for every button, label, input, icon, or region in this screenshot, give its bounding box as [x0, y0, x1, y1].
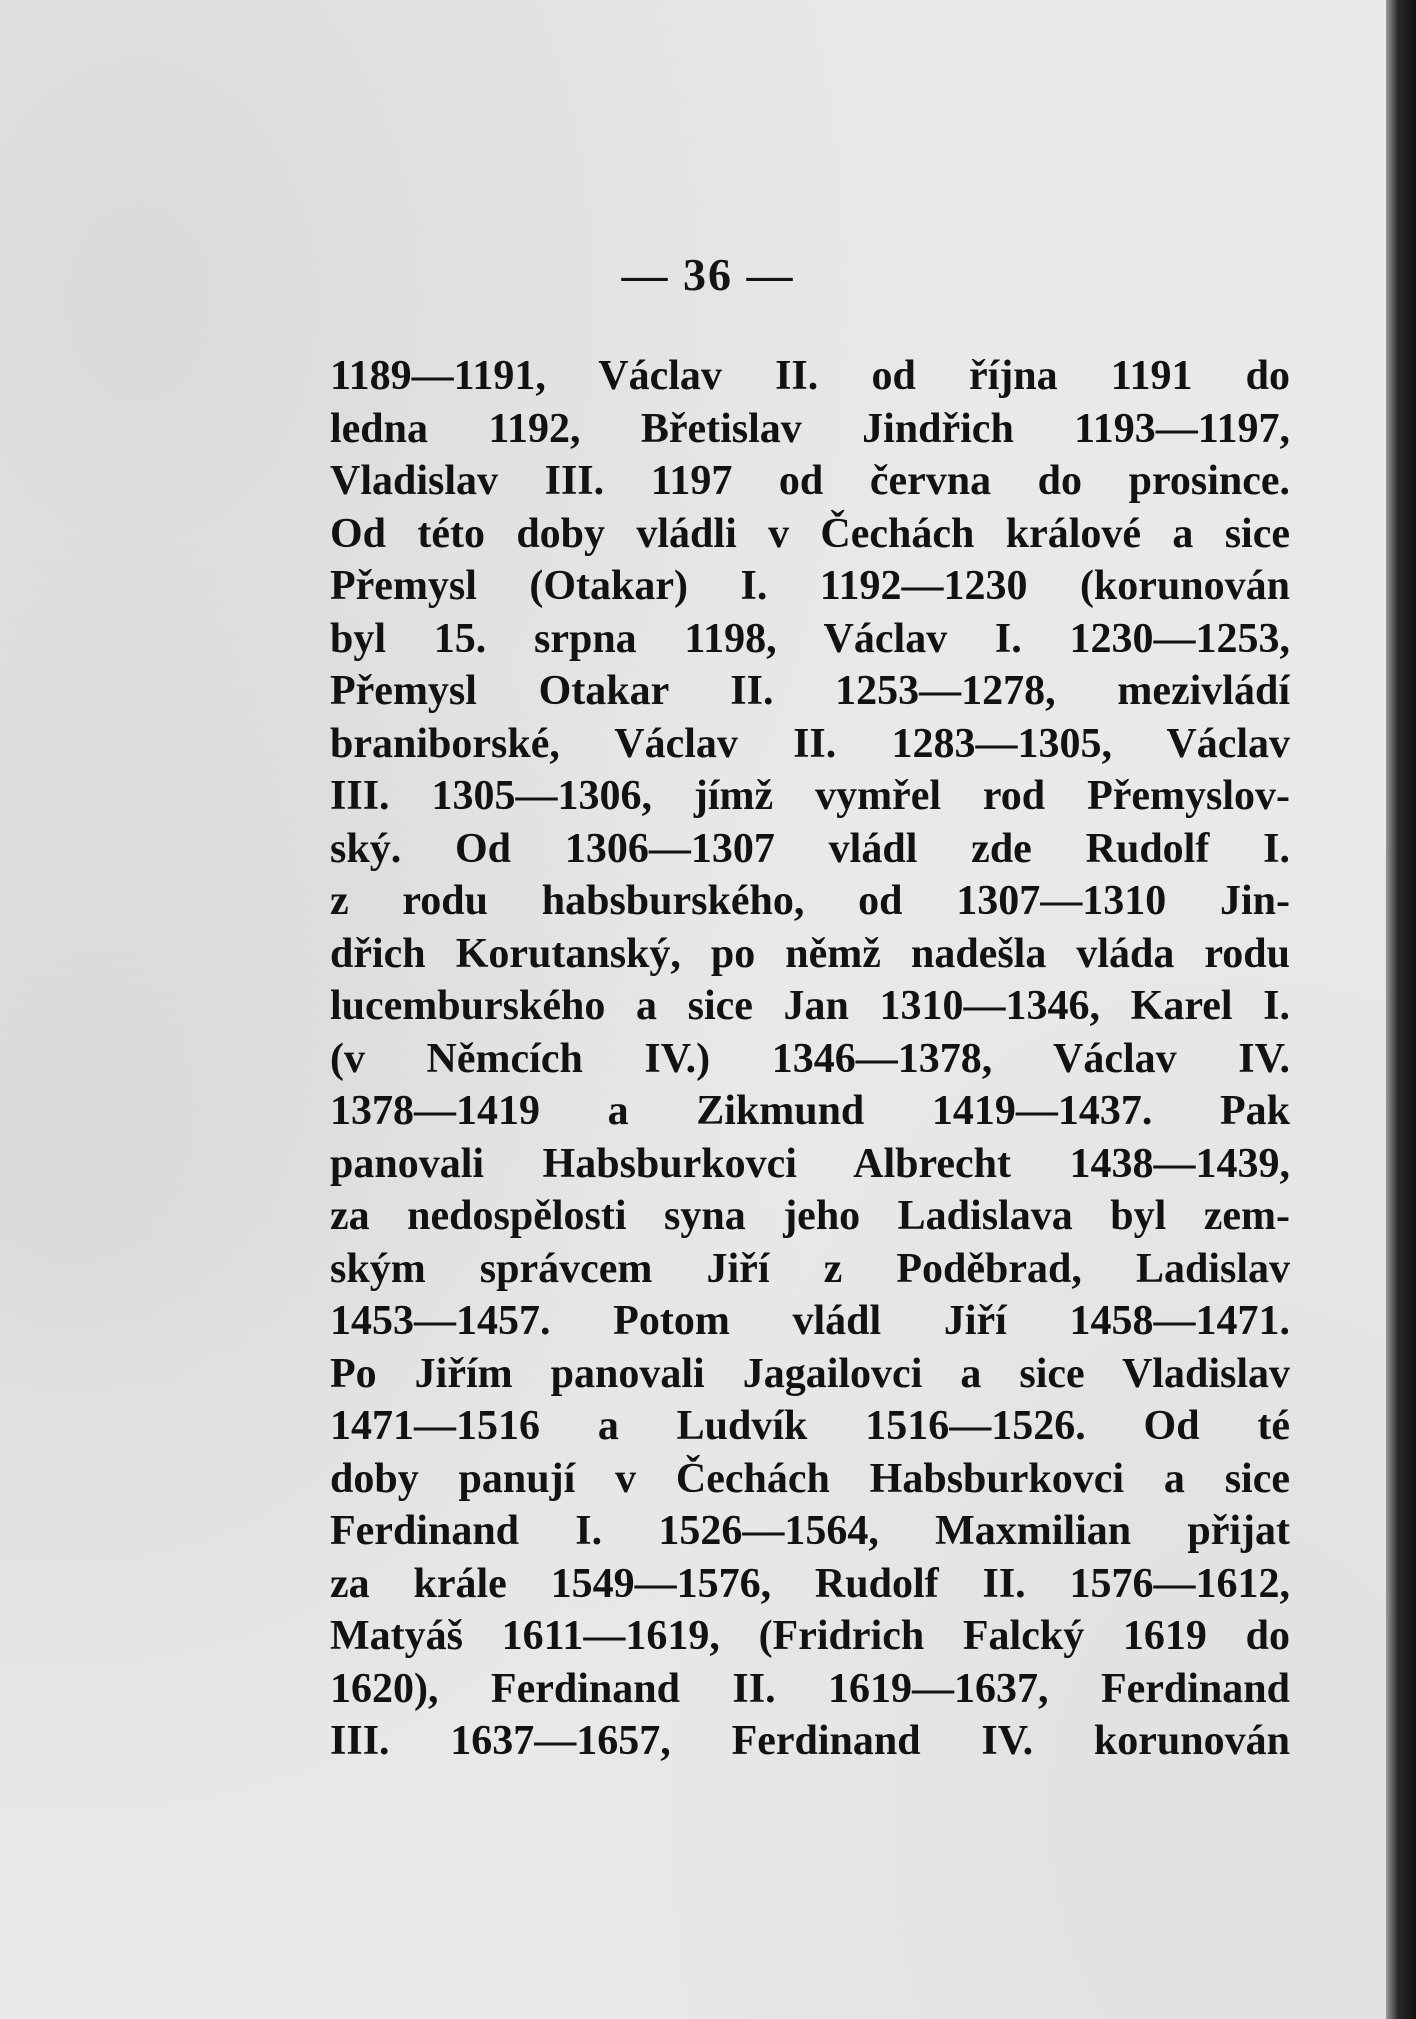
text-line: panovali Habsburkovci Albrecht 1438—1439,: [330, 1140, 1290, 1187]
page-edge-shadow: [1386, 0, 1416, 2019]
text-line: 1620), Ferdinand II. 1619—1637, Ferdinand: [330, 1665, 1290, 1712]
text-line: 1453—1457. Potom vládl Jiří 1458—1471.: [330, 1298, 1290, 1344]
text-line: Od této doby vládli v Čechách králové a sice: [330, 510, 1290, 557]
text-line: lucemburského a sice Jan 1310—1346, Karel I.: [330, 983, 1290, 1029]
text-line: ský. Od 1306—1307 vládl zde Rudolf I.: [330, 825, 1290, 872]
text-line: byl 15. srpna 1198, Václav I. 1230—1253,: [330, 615, 1290, 662]
text-line: za krále 1549—1576, Rudolf II. 1576—1612,: [330, 1560, 1290, 1607]
text-line: Přemysl Otakar II. 1253—1278, mezivládí: [330, 668, 1290, 714]
text-line: ským správcem Jiří z Poděbrad, Ladislav: [330, 1245, 1290, 1292]
text-line: (v Němcích IV.) 1346—1378, Václav IV.: [330, 1035, 1290, 1082]
text-line: ledna 1192, Břetislav Jindřich 1193—1197,: [330, 405, 1290, 452]
text-line: 1378—1419 a Zikmund 1419—1437. Pak: [330, 1088, 1290, 1134]
text-line: z rodu habsburského, od 1307—1310 Jin-: [330, 878, 1290, 924]
text-line: Přemysl (Otakar) I. 1192—1230 (korunován: [330, 563, 1290, 609]
text-line: III. 1305—1306, jímž vymřel rod Přemyslov-: [330, 773, 1290, 819]
text-line: doby panují v Čechách Habsburkovci a sice: [330, 1455, 1290, 1502]
text-line: braniborské, Václav II. 1283—1305, Václav: [330, 720, 1290, 767]
body-text: [330, 350, 1290, 1768]
text-line: 1189—1191, Václav II. od října 1191 do: [330, 353, 1290, 399]
text-line: dřich Korutanský, po němž nadešla vláda rodu: [330, 930, 1290, 977]
text-line: Ferdinand I. 1526—1564, Maxmilian přijat: [330, 1508, 1290, 1554]
text-line: za nedospělosti syna jeho Ladislava byl zem-: [330, 1193, 1290, 1239]
page-number: — 36 —: [621, 249, 795, 300]
text-line: 1471—1516 a Ludvík 1516—1526. Od té: [330, 1403, 1290, 1449]
text-line: Po Jiřím panovali Jagailovci a sice Vladislav: [330, 1350, 1290, 1397]
text-line: Matyáš 1611—1619, (Fridrich Falcký 1619 do: [330, 1613, 1290, 1659]
text-line: III. 1637—1657, Ferdinand IV. korunován: [330, 1718, 1290, 1764]
text-line: Vladislav III. 1197 od června do prosince.: [330, 458, 1290, 504]
